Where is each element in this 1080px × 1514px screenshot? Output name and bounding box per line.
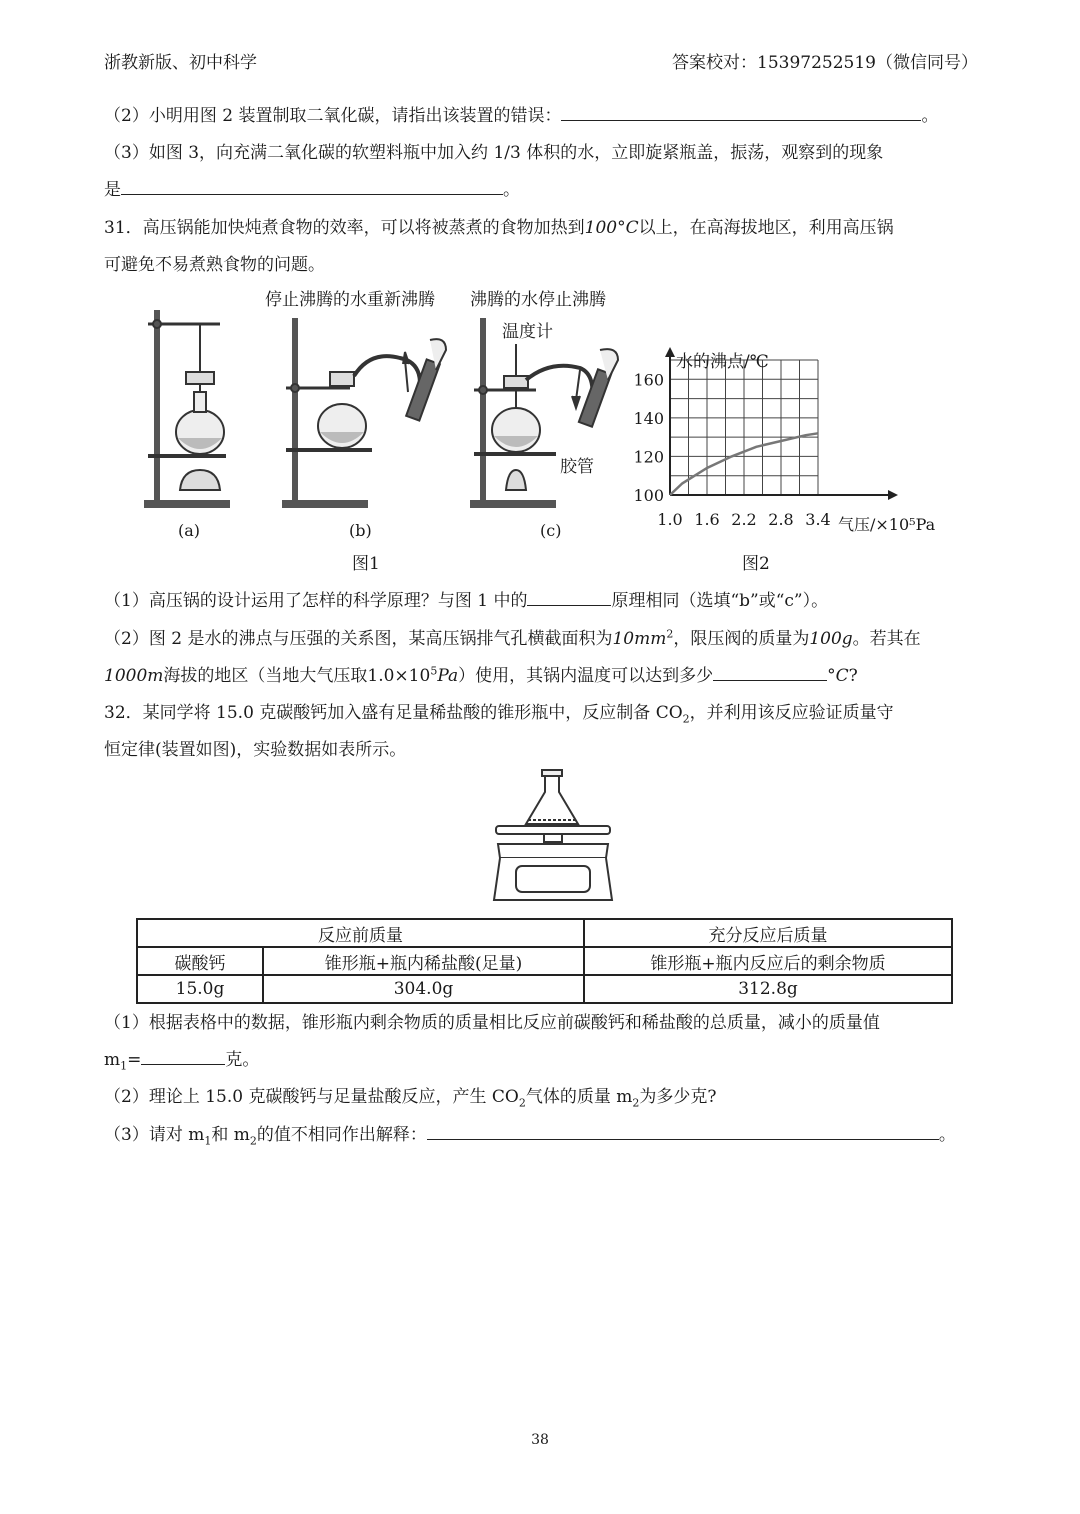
q30-part3-text: 是 bbox=[104, 180, 121, 200]
q30-part2-text: （2）小明用图 2 装置制取二氧化碳，请指出该装置的错误： bbox=[104, 106, 562, 126]
q32-part1-line2 bbox=[104, 1045, 259, 1072]
equals: = bbox=[127, 1050, 142, 1070]
q31-part1-text: （1）高压锅的设计运用了怎样的科学原理？与图 1 中的 bbox=[104, 591, 528, 611]
subscript: 2 bbox=[682, 712, 690, 726]
chart-x-axis-arrow bbox=[888, 490, 898, 500]
subscript: 1 bbox=[204, 1134, 212, 1148]
question-mark: ? bbox=[848, 666, 858, 686]
q31-line1 bbox=[104, 213, 894, 238]
q32-text: 32．某同学将 15.0 克碳酸钙加入盛有足量稀盐酸的锥形瓶中，反应制备 CO bbox=[104, 703, 683, 723]
fig1-thermometer-label: 温度计 bbox=[502, 322, 553, 342]
table-cell: 锥形瓶+瓶内稀盐酸(足量) bbox=[263, 947, 584, 975]
table-cell: 304.0g bbox=[263, 975, 584, 1003]
q31-text: 31．高压锅能加快炖煮食物的效率，可以将被蒸煮的食物加热到 bbox=[104, 218, 585, 238]
q31-part2-text-b: ，限压阀的质量为 bbox=[673, 629, 810, 649]
chart-x-tick-label: 2.8 bbox=[768, 510, 794, 529]
answer-blank[interactable] bbox=[713, 664, 827, 681]
fig1-label-b: (b) bbox=[349, 521, 372, 540]
period: 。 bbox=[503, 180, 520, 200]
table-header-before: 反应前质量 bbox=[137, 919, 584, 947]
fig1-title: 图1 bbox=[352, 554, 380, 574]
chart-y-tick-label: 140 bbox=[633, 408, 664, 428]
header-left: 浙教新版、初中科学 bbox=[104, 53, 257, 73]
q31-altitude: 1000m bbox=[104, 666, 164, 686]
subscript: 2 bbox=[249, 1134, 257, 1148]
fig1-label-a: (a) bbox=[178, 521, 201, 540]
q30-part2 bbox=[104, 101, 938, 126]
q31-area: 10mm bbox=[612, 629, 667, 649]
chart-x-tick-label: 2.2 bbox=[731, 510, 757, 529]
chart-y-axis-arrow bbox=[665, 347, 675, 357]
subscript: 2 bbox=[632, 1096, 640, 1110]
fig1-label-c: (c) bbox=[540, 521, 562, 540]
table-cell: 312.8g bbox=[584, 975, 952, 1003]
q31-line2: 可避免不易煮熟食物的问题。 bbox=[104, 255, 325, 275]
chart-x-tick-label: 1.6 bbox=[694, 510, 720, 529]
fig2-title: 图2 bbox=[742, 554, 770, 574]
q32-part3-text: （3）请对 m bbox=[104, 1125, 205, 1145]
fig1-tube-label: 胶管 bbox=[560, 457, 594, 477]
q32-part2 bbox=[104, 1082, 716, 1109]
q31-temp: 100°C bbox=[584, 218, 639, 238]
chart-y-tick-label: 120 bbox=[633, 447, 664, 467]
q31-part2-text: （2）图 2 是水的沸点与压强的关系图，某高压锅排气孔横截面积为 bbox=[104, 629, 613, 649]
q30-part3-line2 bbox=[104, 175, 520, 200]
chart-x-tick-label: 1.0 bbox=[657, 510, 683, 529]
q32-line1 bbox=[104, 698, 894, 725]
q31-part1 bbox=[104, 586, 828, 611]
q32-part3 bbox=[104, 1120, 956, 1147]
q32-m: m bbox=[104, 1050, 121, 1070]
fig1-caption-b: 停止沸腾的水重新沸腾 bbox=[265, 290, 435, 310]
table-header-after: 充分反应后质量 bbox=[584, 919, 952, 947]
q31-part1-text-b: 原理相同（选填“b”或“c”）。 bbox=[611, 591, 829, 611]
fig2-boiling-point-chart bbox=[630, 345, 940, 535]
answer-blank[interactable] bbox=[561, 104, 921, 121]
table-cell: 15.0g bbox=[137, 975, 263, 1003]
table-cell: 碳酸钙 bbox=[137, 947, 263, 975]
q31-part2-text-e: ）使用，其锅内温度可以达到多少 bbox=[458, 666, 714, 686]
q31-text-b: 以上，在高海拔地区，利用高压锅 bbox=[638, 218, 894, 238]
balance-flask-figure bbox=[488, 766, 618, 906]
chart-ylabel: 水的沸点/℃ bbox=[676, 352, 769, 372]
q31-pressure-unit: Pa bbox=[437, 666, 459, 686]
fig1-apparatus bbox=[140, 300, 630, 520]
answer-blank[interactable] bbox=[527, 589, 611, 606]
q32-part2-text-c: 为多少克? bbox=[639, 1087, 717, 1107]
q32-part2-text: （2）理论上 15.0 克碳酸钙与足量盐酸反应，产生 CO bbox=[104, 1087, 519, 1107]
q32-part3-text-b: 和 m bbox=[211, 1125, 250, 1145]
period: 。 bbox=[921, 106, 939, 126]
q30-part3-line1: （3）如图 3，向充满二氧化碳的软塑料瓶中加入约 1/3 体积的水，立即旋紧瓶盖，振荡，观察到的现象 bbox=[104, 143, 884, 163]
q32-line2: 恒定律(装置如图)，实验数据如表所示。 bbox=[104, 740, 407, 760]
subscript: 2 bbox=[518, 1096, 526, 1110]
q31-part2-line1 bbox=[104, 624, 921, 649]
q32-unit: 克。 bbox=[225, 1050, 260, 1070]
q32-part1-line1: （1）根据表格中的数据，锥形瓶内剩余物质的质量相比反应前碳酸钙和稀盐酸的总质量，减小的质量值 bbox=[104, 1013, 880, 1033]
q31-mass: 100g bbox=[809, 629, 853, 649]
data-table bbox=[136, 918, 953, 1004]
chart-x-tick-label: 3.4 bbox=[805, 510, 831, 529]
chart-y-tick-label: 160 bbox=[633, 370, 664, 390]
q31-temp-unit: °C bbox=[827, 666, 849, 686]
table-row bbox=[137, 975, 952, 1003]
answer-blank[interactable] bbox=[121, 178, 503, 195]
q31-pressure: 1.0×10 bbox=[367, 666, 431, 686]
superscript: 5 bbox=[430, 664, 438, 678]
table-row bbox=[137, 919, 952, 947]
period: 。 bbox=[938, 1125, 956, 1145]
answer-blank[interactable] bbox=[427, 1123, 939, 1140]
q32-part2-text-b: 气体的质量 m bbox=[525, 1087, 633, 1107]
q32-part3-text-c: 的值不相同作出解释： bbox=[256, 1125, 427, 1145]
table-row bbox=[137, 947, 952, 975]
subscript: 1 bbox=[120, 1059, 128, 1073]
chart-xlabel: 气压/×10⁵Pa bbox=[838, 515, 936, 534]
q31-part2-line2 bbox=[104, 661, 858, 686]
chart-y-tick-label: 100 bbox=[633, 486, 664, 505]
superscript: 2 bbox=[666, 627, 674, 641]
page-number: 38 bbox=[531, 1432, 549, 1448]
q32-text-b: ，并利用该反应验证质量守 bbox=[689, 703, 894, 723]
table-cell: 锥形瓶+瓶内反应后的剩余物质 bbox=[584, 947, 952, 975]
q31-part2-text-d: 海拔的地区（当地大气压取 bbox=[163, 666, 368, 686]
header-right: 答案校对：15397252519（微信同号） bbox=[672, 53, 978, 73]
answer-blank[interactable] bbox=[141, 1048, 225, 1065]
q31-part2-text-c: 。若其在 bbox=[852, 629, 921, 649]
fig1-caption-c: 沸腾的水停止沸腾 bbox=[470, 290, 606, 310]
